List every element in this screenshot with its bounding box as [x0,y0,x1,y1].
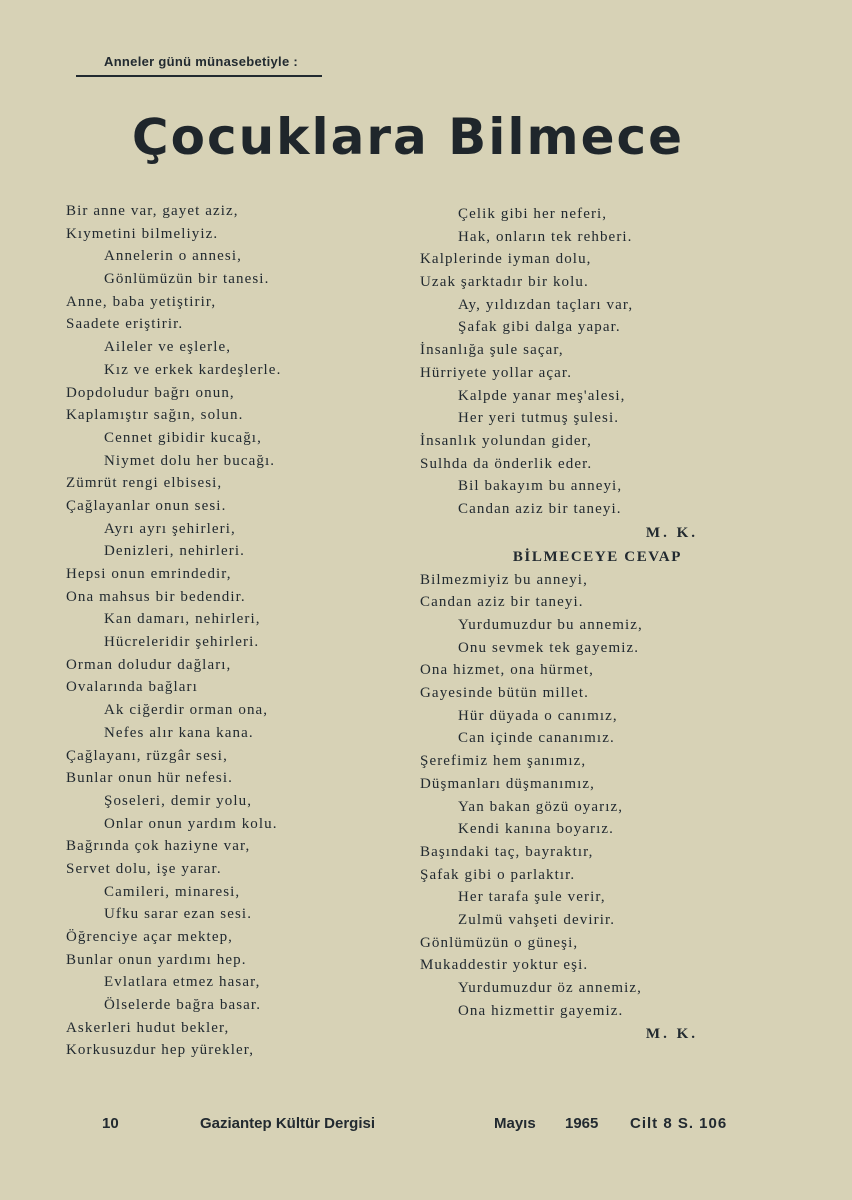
poem-line: Anne, baba yetiştirir, [66,293,217,310]
poem-line: Ona hizmet, ona hürmet, [420,662,595,679]
poem-line: Sulhda da önderlik eder. [420,455,593,472]
poem-line: Aileler ve eşlerle, [104,339,232,356]
poem-line: Ölselerde bağra basar. [104,997,262,1014]
poem-line: Ay, yıldızdan taçları var, [458,296,634,313]
poem-line: Yurdumuzdur öz annemiz, [458,980,643,996]
poem-line: Mukaddestir yoktur eşi. [420,957,589,974]
poem-line: Hücreleridir şehirleri. [104,634,260,651]
poem-line: Her yeri tutmuş şulesi. [458,410,620,427]
poem-line: Kıymetini bilmeliyiz. [66,225,219,242]
poem-line: Can içinde cananımız. [458,730,615,747]
page-title: Çocuklara Bilmece [131,108,685,166]
poem-line: Şoseleri, demir yolu, [104,792,253,809]
poem-column-left [66,200,366,1062]
poem-line: Başındaki taç, bayraktır, [420,843,594,860]
poem-line: Kız ve erkek kardeşlerle. [104,361,282,378]
poem-line: Saadete eriştirir. [66,316,184,333]
poem-line: Korkusuzdur hep yürekler, [66,1042,255,1059]
poem-line: Uzak şarktadır bir kolu. [420,274,589,291]
poem-line: Zümrüt rengi elbisesi, [66,475,223,492]
poem-line: Kalplerinde iyman dolu, [420,251,592,268]
poem-line: Candan aziz bir taneyi. [420,594,584,611]
poem-line: Nefes alır kana kana. [104,724,254,741]
poem-line: İnsanlığa şule saçar, [420,342,564,359]
poem-line: Askerleri hudut bekler, [66,1019,230,1036]
page-footer [0,1115,852,1137]
poem-line: Hürriyete yollar açar. [420,364,573,381]
poem-line: Bunlar onun yardımı hep. [66,951,247,968]
poem-line: Öğrenciye açar mektep, [66,929,234,945]
poem-line: Şafak gibi dalga yapar. [458,319,621,336]
poem-line: Ak ciğerdir orman ona, [104,702,269,719]
poem-column-right [420,203,720,1046]
poem-line: Bilmezmiyiz bu anneyi, [420,571,588,588]
poem-line: Annelerin o annesi, [104,248,242,265]
poem-line: Zulmü vahşeti devirir. [458,911,616,928]
poem-line: Çelik gibi her neferi, [458,206,608,222]
poem-line: Çağlayanlar onun sesi. [66,497,227,514]
poem-line: Kan damarı, nehirleri, [104,611,261,628]
poem-line: Ona hizmettir gayemiz. [458,1002,624,1019]
poem-line: İnsanlık yolundan gider, [420,432,593,449]
poem-line: Bunlar onun hür nefesi. [66,770,233,787]
poem-line: Bağrında çok haziyne var, [66,838,251,855]
poem-line: Hür düyada o canımız, [458,707,618,724]
issue-year: 1965 [565,1115,599,1132]
poem-line: Camileri, minaresi, [104,883,241,900]
poem-line: Hak, onların tek rehberi. [458,228,633,245]
poem-line: Hepsi onun emrindedir, [66,566,232,582]
poem-continuation [420,203,720,521]
poem-line: Cennet gibidir kucağı, [104,429,262,446]
poem-line: Gönlümüzün o güneşi, [420,934,579,951]
poem-line: Kalpde yanar meş'alesi, [458,387,626,404]
poem-line: Servet dolu, işe yarar. [66,860,222,877]
answer-heading: BİLMECEYE CEVAP [512,548,682,565]
answer-signature: M. K. [645,1026,698,1043]
poem-line: Onu sevmek tek gayemiz. [458,639,640,656]
poem-line: Kaplamıştır sağın, solun. [66,407,244,424]
poem-line: Evlatlara etmez hasar, [104,974,261,991]
poem-line: Düşmanları düşmanımız, [420,775,596,792]
poem-line: Orman doludur dağları, [66,656,232,673]
poem-line: Şafak gibi o parlaktır. [420,866,576,883]
issue-month: Mayıs [494,1115,536,1132]
poem-line: Kendi kanına boyarız. [458,821,614,838]
poem-line: Denizleri, nehirleri. [104,543,245,560]
occasion-kicker: Anneler günü münasebetiyle : [104,54,299,69]
issue-volume: Cilt 8 S. 106 [630,1115,728,1132]
poem-line: Yurdumuzdur bu annemiz, [458,617,643,633]
poem-line: Ayrı ayrı şehirleri, [104,520,236,537]
kicker-underline [76,75,322,77]
author-signature: M. K. [645,524,698,541]
poem-line: Bir anne var, gayet aziz, [66,203,239,219]
page-number: 10 [102,1115,119,1132]
poem-line: Niymet dolu her bucağı. [104,452,276,469]
answer-poem [420,569,720,1023]
poem-line: Yan bakan gözü oyarız, [458,798,624,815]
poem-line: Ufku sarar ezan sesi. [104,906,253,923]
poem-line: Onlar onun yardım kolu. [104,815,278,832]
poem-line: Ovalarında bağları [66,679,198,696]
magazine-name: Gaziantep Kültür Dergisi [200,1115,376,1132]
poem-line: Dopdoludur bağrı onun, [66,384,235,401]
poem-line: Bil bakayım bu anneyi, [458,478,623,495]
poem-line: Candan aziz bir taneyi. [458,500,622,517]
poem-line: Gayesinde bütün millet. [420,685,590,702]
poem-line: Gönlümüzün bir tanesi. [104,271,270,288]
poem-line: Çağlayanı, rüzgâr sesi, [66,747,228,764]
poem-line: Ona mahsus bir bedendir. [66,588,246,605]
poem-line: Şerefimiz hem şanımız, [420,753,587,770]
poem-line: Her tarafa şule verir, [458,889,606,906]
